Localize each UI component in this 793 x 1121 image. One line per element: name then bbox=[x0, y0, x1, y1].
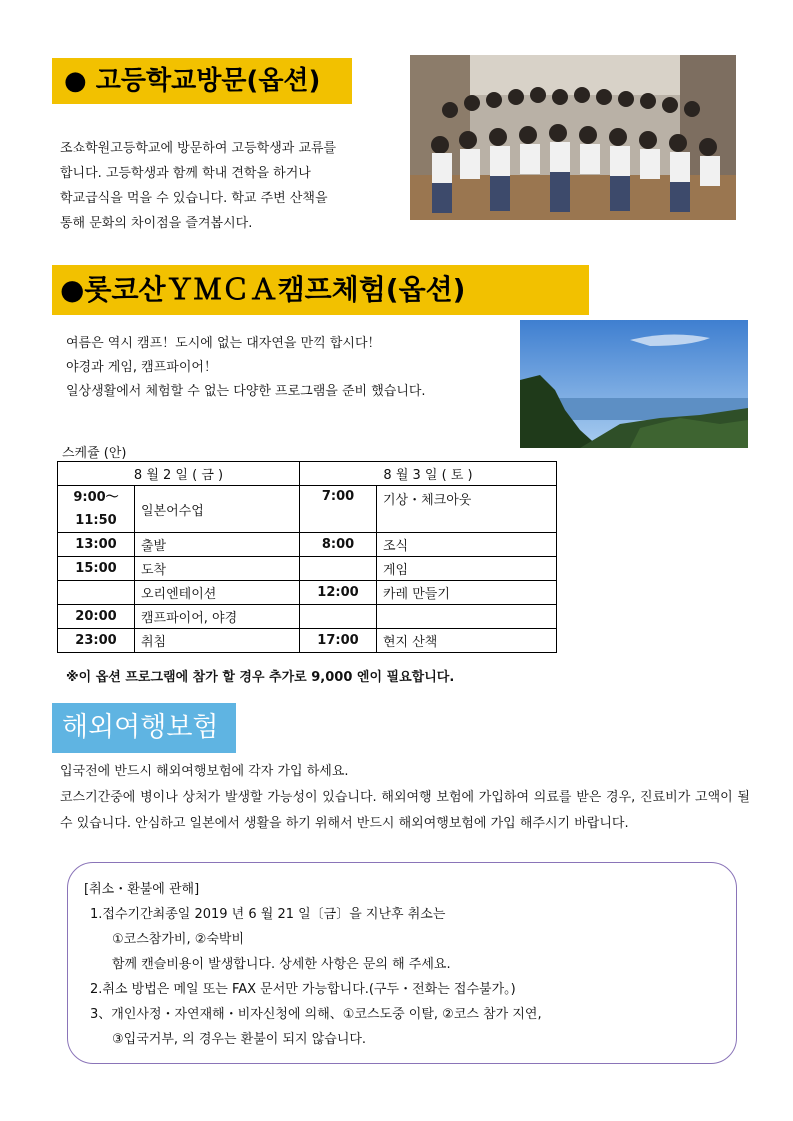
day1-header: 8 월 2 일 ( 금 ) bbox=[58, 462, 300, 486]
activity-cell: 기상・체크아웃 bbox=[377, 486, 557, 533]
time-cell: 7:00 bbox=[300, 486, 377, 533]
table-row bbox=[58, 581, 557, 605]
schedule-label: 스케쥴 (안) bbox=[62, 446, 127, 461]
table-row bbox=[58, 629, 557, 653]
text-line: 통해 문화의 차이점을 즐겨봅시다. bbox=[60, 216, 253, 231]
text-paragraph: 코스기간중에 병이나 상처가 발생할 가능성이 있습니다. 해외여행 보험에 가입하여 의료를 받은 경우, 진료비가 고액이 될 수 있습니다. 안심하고 일본에서 생활을 하기 위해서 반드시 해외여행보험에 가입 해주시기 바랍니다. bbox=[60, 790, 750, 831]
time-cell: 23:00 bbox=[58, 629, 135, 653]
activity-cell: 일본어수업 bbox=[135, 486, 300, 533]
time-cell: 13:00 bbox=[58, 533, 135, 557]
activity-cell: 오리엔테이션 bbox=[135, 581, 300, 605]
school-visit-description bbox=[60, 136, 390, 236]
text-line: 학교급식을 먹을 수 있습니다. 학교 주변 산책을 bbox=[60, 191, 328, 206]
time-cell: 8:00 bbox=[300, 533, 377, 557]
table-row bbox=[58, 605, 557, 629]
camp-description bbox=[66, 332, 506, 404]
activity-cell bbox=[377, 605, 557, 629]
table-row bbox=[58, 557, 557, 581]
time-cell: 17:00 bbox=[300, 629, 377, 653]
activity-cell: 조식 bbox=[377, 533, 557, 557]
section-title-school-visit: ● 고등학교방문(옵션) bbox=[52, 58, 352, 104]
camp-fee-note: ※이 옵션 프로그램에 참가 할 경우 추가로 9,000 엔이 필요합니다. bbox=[66, 670, 455, 685]
time-cell bbox=[300, 557, 377, 581]
time-cell: 20:00 bbox=[58, 605, 135, 629]
camp-schedule-table bbox=[57, 461, 557, 653]
policy-line: 1.접수기간최종일 2019 년 6 월 21 일〔금〕을 지난후 취소는 bbox=[90, 907, 446, 922]
activity-cell: 게임 bbox=[377, 557, 557, 581]
text-line: 조쇼학원고등학교에 방문하여 고등학생과 교류를 bbox=[60, 141, 337, 156]
activity-cell: 도착 bbox=[135, 557, 300, 581]
policy-line: ①코스참가비, ②숙박비 bbox=[112, 932, 245, 947]
policy-line: ③입국거부, 의 경우는 환불이 되지 않습니다. bbox=[112, 1032, 367, 1047]
time-cell: 12:00 bbox=[300, 581, 377, 605]
cancellation-heading: [취소・환불에 관해] bbox=[84, 882, 200, 897]
time-cell bbox=[300, 605, 377, 629]
day2-header: 8 월 3 일 ( 토 ) bbox=[300, 462, 557, 486]
text-line: 입국전에 반드시 해외여행보험에 각자 가입 하세요. bbox=[60, 764, 349, 779]
cancellation-policy-box bbox=[67, 862, 737, 1064]
text-line: 여름은 역시 캠프！도시에 없는 대자연을 만끽 합시다！ bbox=[66, 336, 381, 351]
activity-cell: 현지 산책 bbox=[377, 629, 557, 653]
insurance-description bbox=[60, 759, 750, 837]
time-cell: 15:00 bbox=[58, 557, 135, 581]
table-row bbox=[58, 533, 557, 557]
students-group-photo bbox=[410, 55, 736, 220]
section-title-insurance: 해외여행보험 bbox=[52, 703, 236, 753]
policy-line: 2.취소 방법은 메일 또는 FAX 문서만 가능합니다.(구두・전화는 접수불가。) bbox=[90, 982, 516, 997]
table-row bbox=[58, 486, 557, 533]
activity-cell: 출발 bbox=[135, 533, 300, 557]
mountain-view-photo bbox=[520, 320, 748, 448]
time-cell bbox=[58, 581, 135, 605]
activity-cell: 카레 만들기 bbox=[377, 581, 557, 605]
activity-cell: 취침 bbox=[135, 629, 300, 653]
text-line: 일상생활에서 체험할 수 없는 다양한 프로그램을 준비 했습니다. bbox=[66, 384, 426, 399]
text-line: 합니다. 고등학생과 함께 학내 견학을 하거나 bbox=[60, 166, 311, 181]
table-header-row bbox=[58, 462, 557, 486]
policy-line: 3、개인사정・자연재해・비자신청에 의해、①코스도중 이탈, ②코스 참가 지연, bbox=[90, 1007, 542, 1022]
activity-cell: 캠프파이어, 야경 bbox=[135, 605, 300, 629]
time-cell: 9:00～ 11:50 bbox=[58, 486, 135, 533]
text-line: 야경과 게임, 캠프파이어！ bbox=[66, 360, 217, 375]
policy-line: 함께 캔슬비용이 발생합니다. 상세한 사항은 문의 해 주세요. bbox=[112, 957, 451, 972]
section-title-ymca-camp: ●롯코산ＹＭＣＡ캠프체험(옵션) bbox=[52, 265, 589, 315]
